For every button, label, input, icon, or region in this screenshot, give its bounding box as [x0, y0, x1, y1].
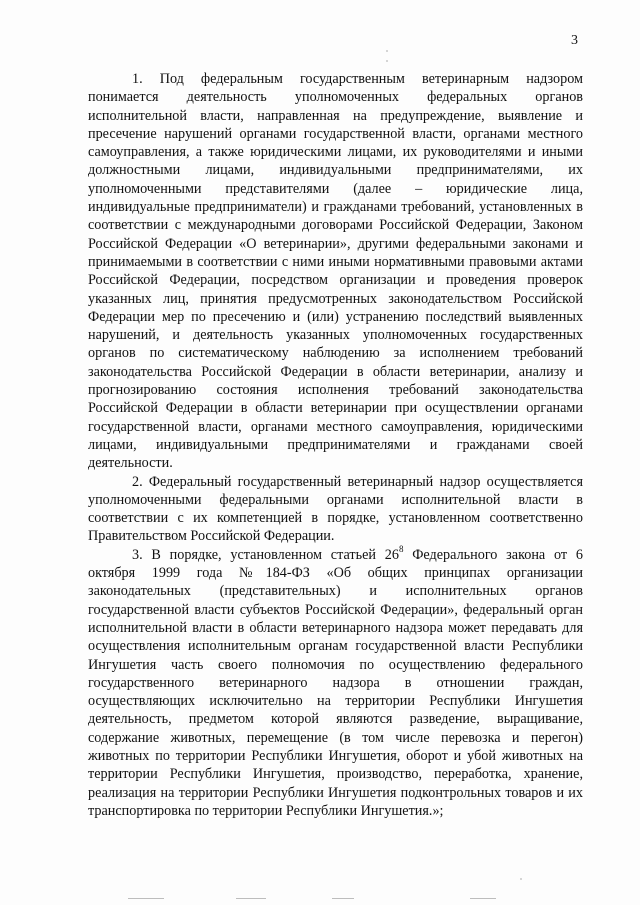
scan-edge-line	[470, 898, 496, 899]
document-body	[88, 70, 583, 820]
paragraph-3-text-start: 3. В порядке, установленном статьей 26	[132, 546, 399, 563]
scan-edge-line	[128, 898, 164, 899]
scan-speck	[386, 60, 388, 62]
paragraph-3-text-end: Федерального закона от 6 октября 1999 года №184-ФЗ «Об общих принципах организации законодательных (представительных) и исполнительных органов государственной власти субъектов Российской Федерации», федеральный орган исполнительной власти в области ветеринарного надзора может передавать для осуществления исполнительным органам государственной власти Республики Ингушетия часть своего полномочия по осуществлению федерального государственного ветеринарного надзора в отношении граждан, осуществляющих исключительно на территории Республики Ингушетия деятельность, предметом которой являются разведение, выращивание, содержание животных, перемещение (в том числе перевозка и перегон) животных по территории Республики Ингушетия, оборот и убой животных на территории Республики Ингушетия, производство, переработка, хранение, реализация на территории Республики Ингушетия подконтрольных товаров и их транспортировка по территории Республики Ингушетия.»;	[88, 546, 583, 819]
article-superscript: 8	[398, 543, 404, 554]
scan-edge-line	[332, 898, 354, 899]
scan-edge-line	[236, 898, 266, 899]
scan-speck	[386, 50, 388, 52]
scan-speck	[520, 878, 522, 880]
page-number: 3	[571, 33, 578, 48]
paragraph-2: 2. Федеральный государственный ветеринарный надзор осуществляется уполномоченными федеральными органами исполнительной власти в соответствии с их компетенцией в порядке, установленном соответственно Правительством Российской Федерации.	[88, 473, 583, 545]
paragraph-1: 1. Под федеральным государственным ветеринарным надзором понимается деятельность уполномоченных федеральных органов исполнительной власти, направленная на предупреждение, выявление и пресечение нарушений органами государственной власти, органами местного самоуправления, а также юридическими лицами, их руководителями и иными должностными лицами, индивидуальными предпринимателями, их уполномоченными представителями (далее – юридические лица, индивидуальные предприниматели) и гражданами требований, установленных в соответствии с международными договорами Российской Федерации, Законом Российской Федерации «О ветеринарии», другими федеральными законами и принимаемыми в соответствии с ними иными нормативными правовыми актами Российской Федерации, посредством организации и проведения проверок указанных лиц, принятия предусмотренных законодательством Российской Федерации мер по пресечению и (или) устранению последствий выявленных нарушений, и деятельность указанных уполномоченных государственных органов по систематическому наблюдению за исполнением требований законодательства Российской Федерации в области ветеринарии, анализу и прогнозированию состояния исполнения требований законодательства Российской Федерации в области ветеринарии при осуществлении органами государственной власти, органами местного самоуправления, юридическими лицами, индивидуальными предпринимателями и гражданами своей деятельности.	[88, 71, 583, 472]
paragraph-3	[88, 543, 583, 820]
